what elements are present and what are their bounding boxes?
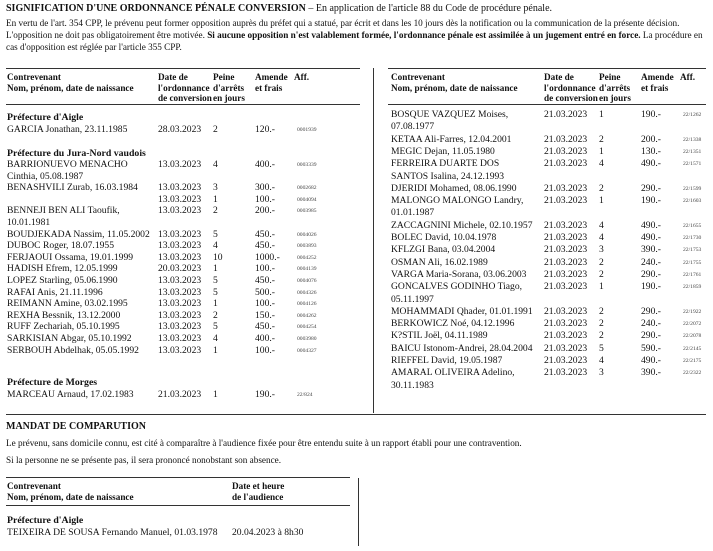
cell-date: 13.03.2023 xyxy=(158,275,202,286)
table-row xyxy=(391,306,713,318)
cell-days: 1 xyxy=(213,389,218,400)
cell-amount: 290.- xyxy=(641,305,661,317)
table-row xyxy=(7,527,337,539)
cell-days: 1 xyxy=(599,109,604,120)
table-row xyxy=(391,207,713,219)
cell-days: 1 xyxy=(213,298,218,310)
cell-name: GARCIA Jonathan, 23.11.1985 xyxy=(7,124,128,135)
cell-days: 1 xyxy=(213,263,218,275)
cell-aff: 0004254 xyxy=(297,324,317,331)
cell-days: 2 xyxy=(599,268,604,280)
cell-amount: 290.- xyxy=(641,330,661,342)
notice-title xyxy=(6,3,552,14)
cell-name: GONCALVES GODINHO Tiago, xyxy=(391,281,523,293)
cell-date: 13.03.2023 xyxy=(158,193,202,205)
cell-date: 13.03.2023 xyxy=(158,298,202,310)
table-row xyxy=(391,330,713,342)
table-row xyxy=(7,333,337,345)
cell-name: BOSQUE VAZQUEZ Moises, xyxy=(391,109,509,120)
cell-aff: 22/2322 xyxy=(683,370,702,377)
cell-date: 21.03.2023 xyxy=(544,182,588,194)
cell-aff: 22/2072 xyxy=(683,321,702,328)
cell-amount: 100.- xyxy=(255,263,275,275)
right-header-rule xyxy=(388,104,706,105)
cell-aff: 22/1753 xyxy=(683,247,702,254)
cell-amount: 450.- xyxy=(255,228,275,240)
cell-name: DJERIDI Mohamed, 08.06.1990 xyxy=(391,182,517,194)
cell-aff: 22/1730 xyxy=(683,235,702,241)
cell-date: 13.03.2023 xyxy=(158,286,202,298)
cell-name: LOPEZ Starling, 05.06.1990 xyxy=(7,275,118,286)
cell-name: MALONGO MALONGO Landry, xyxy=(391,195,524,207)
mandat-divider xyxy=(358,478,359,546)
cell-amount: 590.- xyxy=(641,342,661,354)
table-row xyxy=(7,159,337,171)
cell-date: 21.03.2023 xyxy=(544,195,588,207)
cell-date: 13.03.2023 xyxy=(158,309,202,321)
cell-aff: 0004327 xyxy=(297,347,317,354)
cell-date: 21.03.2023 xyxy=(544,158,588,170)
table-row xyxy=(391,146,713,158)
cell-date: 21.03.2023 xyxy=(544,268,588,280)
cell-aff: 0004126 xyxy=(297,301,317,308)
mandat-top-rule xyxy=(6,477,350,478)
table-row xyxy=(7,298,337,310)
prefecture-morges-heading: Préfecture de Morges xyxy=(7,377,98,388)
right-top-rule xyxy=(388,68,706,69)
cell-amount: 190.- xyxy=(255,389,275,400)
cell-aff: 22/2145 xyxy=(683,345,702,352)
cell-date: 21.03.2023 xyxy=(544,318,588,330)
cell-amount: 190.- xyxy=(641,281,661,293)
cell-days: 4 xyxy=(599,232,604,243)
left-col-aff-header: Aff. xyxy=(294,72,310,82)
mandat-col-date-header: Date et heure de l'audience xyxy=(232,481,285,502)
intro-text-2: La procédure en cas d'opposition est réglée par l'article 355 CPP. xyxy=(6,30,703,52)
table-row xyxy=(391,281,713,293)
cell-amount: 120.- xyxy=(255,124,275,135)
cell-name: 10.01.1981 xyxy=(7,217,51,228)
cell-amount: 100.- xyxy=(255,298,275,310)
cell-name: KFLZGI Bana, 03.04.2004 xyxy=(391,244,496,256)
table-row xyxy=(7,194,337,206)
table-row xyxy=(391,220,713,232)
table-row xyxy=(391,355,713,367)
cell-amount: 130.- xyxy=(641,145,661,157)
cell-aff: 22/1922 xyxy=(683,308,702,315)
cell-days: 5 xyxy=(213,321,218,333)
right-col-amende-header: Amende et frais xyxy=(641,72,674,93)
cell-amount: 190.- xyxy=(641,109,661,120)
table-row xyxy=(391,380,713,392)
cell-amount: 100.- xyxy=(255,193,275,205)
cell-aff: 0004139 xyxy=(297,266,317,273)
left-col-date-header: Date de l'ordonnance de conversion xyxy=(158,72,212,103)
cell-date: 21.03.2023 xyxy=(544,145,588,157)
cell-aff: 22/1859 xyxy=(683,284,702,291)
table-row xyxy=(391,121,713,133)
left-top-rule xyxy=(6,68,360,69)
cell-amount: 200.- xyxy=(255,205,275,217)
table-row xyxy=(7,171,337,183)
left-col-peine-header: Peine d'arrêts en jours xyxy=(213,72,245,103)
table-row xyxy=(391,171,713,183)
cell-date: 13.03.2023 xyxy=(158,159,202,170)
cell-date: 13.03.2023 xyxy=(158,251,202,263)
cell-name: MARCEAU Arnaud, 17.02.1983 xyxy=(7,389,134,400)
cell-aff: 0003980 xyxy=(297,336,317,342)
cell-amount: 450.- xyxy=(255,240,275,252)
cell-amount: 490.- xyxy=(641,355,661,366)
cell-aff: 22/1262 xyxy=(683,112,702,118)
cell-aff: 22/1338 xyxy=(683,136,702,143)
cell-days: 10 xyxy=(213,251,223,263)
cell-date: 21.03.2023 xyxy=(544,355,588,366)
cell-name: FERREIRA DUARTE DOS xyxy=(391,158,500,170)
cell-amount: 1000.- xyxy=(255,251,280,263)
cell-days: 2 xyxy=(213,205,218,217)
cell-amount: 290.- xyxy=(641,268,661,280)
table-row xyxy=(7,252,337,264)
cell-name: BENASHVILI Zurab, 16.03.1984 xyxy=(7,182,138,194)
cell-days: 3 xyxy=(599,367,604,379)
cell-name: BENNEJI BEN ALI Taoufik, xyxy=(7,205,120,217)
cell-date: 13.03.2023 xyxy=(158,333,202,344)
mandat-line-2: Si la personne ne se présente pas, il sera prononcé nonobstant son absence. xyxy=(6,455,282,465)
table-row xyxy=(391,343,713,355)
cell-amount: 200.- xyxy=(641,133,661,145)
cell-date: 21.03.2023 xyxy=(544,133,588,145)
cell-aff: 22/1761 xyxy=(683,271,702,278)
cell-name: 30.11.1983 xyxy=(391,379,434,391)
cell-name: AMARAL OLIVEIRA Adelino, xyxy=(391,367,515,379)
cell-date: 28.03.2023 xyxy=(158,124,202,135)
table-row xyxy=(7,321,337,333)
table-row xyxy=(391,269,713,281)
cell-aff: 0001939 xyxy=(297,127,317,133)
right-col-name-header: Contrevenant Nom, prénom, date de naissance xyxy=(391,72,518,93)
table-row xyxy=(7,182,337,194)
cell-name: VARGA Maria-Sorana, 03.06.2003 xyxy=(391,268,527,280)
cell-name: BOUDJEKADA Nassim, 11.05.2002 xyxy=(7,228,150,240)
cell-name: RAFAI Anis, 21.11.1996 xyxy=(7,286,103,298)
cell-name: 05.11.1997 xyxy=(391,293,434,305)
cell-name: BAICU Istonom-Andrei, 28.04.2004 xyxy=(391,342,533,354)
cell-date: 20.03.2023 xyxy=(158,263,202,275)
cell-amount: 500.- xyxy=(255,286,275,298)
cell-date: 21.03.2023 xyxy=(544,232,588,243)
cell-aff: 0004262 xyxy=(297,312,317,319)
cell-name: BERKOWICZ Noé, 04.12.1996 xyxy=(391,318,515,330)
cell-days: 2 xyxy=(213,309,218,321)
table-row xyxy=(391,294,713,306)
cell-days: 5 xyxy=(213,286,218,298)
cell-date: 21.03.2023 xyxy=(544,367,588,379)
cell-amount: 450.- xyxy=(255,275,275,286)
mandat-col-name-header: Contrevenant Nom, prénom, date de naissance xyxy=(7,481,134,502)
cell-days: 5 xyxy=(213,228,218,240)
cell-days: 1 xyxy=(599,195,604,207)
cell-date: 21.03.2023 xyxy=(544,281,588,293)
left-header-rule xyxy=(6,104,360,105)
cell-name: BARRIONUEVO MENACHO xyxy=(7,159,128,170)
cell-days: 2 xyxy=(599,318,604,330)
table-row xyxy=(7,287,337,299)
cell-date: 21.03.2023 xyxy=(544,256,588,268)
table-row xyxy=(7,275,337,287)
cell-amount: 490.- xyxy=(641,219,661,231)
table-row xyxy=(391,109,713,121)
table-row xyxy=(7,310,337,322)
table-row xyxy=(391,158,713,170)
prefecture-aigle-heading: Préfecture d'Aigle xyxy=(7,112,84,123)
cell-aff: 0004076 xyxy=(297,278,317,284)
table-row xyxy=(7,345,337,357)
table-row xyxy=(7,263,337,275)
cell-date: 13.03.2023 xyxy=(158,182,202,194)
cell-days: 1 xyxy=(599,145,604,157)
cell-name: REIMANN Amine, 03.02.1995 xyxy=(7,298,128,310)
table-row xyxy=(391,318,713,330)
cell-aff: 22/1603 xyxy=(683,198,702,205)
table-row xyxy=(7,217,337,229)
cell-date: 13.03.2023 xyxy=(158,321,202,333)
cell-days: 2 xyxy=(599,305,604,317)
table-row xyxy=(7,124,337,136)
cell-name: HADISH Efrem, 12.05.1999 xyxy=(7,263,118,275)
cell-aff: 0004252 xyxy=(297,254,317,261)
cell-name: BOLEC David, 10.04.1978 xyxy=(391,232,497,243)
cell-days: 2 xyxy=(599,330,604,342)
mandat-line-1: Le prévenu, sans domicile connu, est cité à comparaître à l'audience fixée pour être entendu suite à un rapport établi pour une contravention. xyxy=(6,438,522,448)
cell-amount: 190.- xyxy=(641,195,661,207)
cell-aff: 22/2175 xyxy=(683,358,702,364)
cell-days: 4 xyxy=(213,240,218,252)
cell-days: 5 xyxy=(213,275,218,286)
cell-date: 21.03.2023 xyxy=(544,342,588,354)
cell-days: 4 xyxy=(599,158,604,170)
cell-aff: 22/1351 xyxy=(683,148,702,155)
right-col-peine-header: Peine d'arrêts en jours xyxy=(599,72,631,103)
table-row xyxy=(391,183,713,195)
cell-amount: 400.- xyxy=(255,159,275,170)
cell-name: MEGIC Dejan, 11.05.1980 xyxy=(391,145,495,157)
cell-amount: 240.- xyxy=(641,318,661,330)
cell-days: 2 xyxy=(599,133,604,145)
cell-date: 13.03.2023 xyxy=(158,344,202,356)
mandat-title: MANDAT DE COMPARUTION xyxy=(6,421,146,432)
cell-days: 4 xyxy=(213,159,218,170)
cell-days: 4 xyxy=(213,333,218,344)
cell-name: MOHAMMADI Qhader, 01.01.1991 xyxy=(391,305,533,317)
table-row xyxy=(7,240,337,252)
cell-date: 13.03.2023 xyxy=(158,205,202,217)
cell-name: 07.08.1977 xyxy=(391,121,435,133)
table-row xyxy=(391,244,713,256)
cell-name: DUBOC Roger, 18.07.1955 xyxy=(7,240,115,252)
cell-date: 21.03.2023 xyxy=(544,305,588,317)
cell-aff: 22/1599 xyxy=(683,185,702,192)
intro-text-bold: Si aucune opposition n'est valablement formée, l'ordonnance pénale est assimilée à un jugement entré en force. xyxy=(207,30,641,40)
cell-days: 5 xyxy=(599,342,604,354)
table-row xyxy=(7,205,337,217)
cell-days: 3 xyxy=(599,244,604,256)
cell-aff: 0003339 xyxy=(297,162,317,168)
mandat-prefecture-heading: Préfecture d'Aigle xyxy=(7,515,84,526)
intro-text-1: En vertu de l'art. 354 CPP, le prévenu peut former opposition auprès du préfet qui a statué, par écrit et dans les 10 jours dès la notification ou la communication de la présente décision. L'opposition ne doit pas obligatoirement être motivée. xyxy=(6,18,680,40)
cell-aff: 22/1655 xyxy=(683,222,702,229)
cell-name: REXHA Bessnik, 13.12.2000 xyxy=(7,309,121,321)
section-rule xyxy=(6,414,706,415)
cell-aff: 22/1571 xyxy=(683,161,702,168)
cell-amount: 100.- xyxy=(255,344,275,356)
cell-date: 21.03.2023 xyxy=(544,330,588,342)
cell-amount: 450.- xyxy=(255,321,275,333)
cell-name: K?STIL Joël, 04.11.1989 xyxy=(391,330,488,342)
table-row xyxy=(391,232,713,244)
cell-aff: 0004326 xyxy=(297,289,317,296)
cell-name: OSMAN Ali, 16.02.1989 xyxy=(391,256,488,268)
cell-name: RIEFFEL David, 19.05.1987 xyxy=(391,355,503,366)
cell-date: 21.03.2023 xyxy=(158,389,202,400)
cell-aff: 22/2078 xyxy=(683,333,702,340)
table-row xyxy=(391,134,713,146)
cell-date: 21.03.2023 xyxy=(544,244,588,256)
prefecture-jura-heading: Préfecture du Jura-Nord vaudois xyxy=(7,148,146,159)
mandat-header-rule xyxy=(6,505,350,506)
cell-aff: 0004094 xyxy=(297,196,317,203)
right-col-date-header: Date de l'ordonnance de conversion xyxy=(544,72,598,103)
cell-date: 13.03.2023 xyxy=(158,228,202,240)
left-col-name-header: Contrevenant Nom, prénom, date de naissance xyxy=(7,72,134,93)
cell-amount: 390.- xyxy=(641,367,661,379)
notice-title-suffix: – En application de l'article 88 du Code de procédure pénale. xyxy=(305,3,553,14)
cell-days: 2 xyxy=(599,182,604,194)
cell-amount: 240.- xyxy=(641,256,661,268)
cell-days: 1 xyxy=(213,344,218,356)
cell-days: 1 xyxy=(599,281,604,293)
cell-days: 2 xyxy=(599,256,604,268)
table-row xyxy=(7,229,337,241)
cell-name: KETAA Ali-Farres, 12.04.2001 xyxy=(391,133,512,145)
table-row xyxy=(391,257,713,269)
cell-date: 20.04.2023 à 8h30 xyxy=(232,527,304,538)
cell-date: 21.03.2023 xyxy=(544,219,588,231)
cell-days: 3 xyxy=(213,182,218,194)
cell-name: Cinthia, 05.08.1987 xyxy=(7,170,84,182)
cell-amount: 400.- xyxy=(255,333,275,344)
cell-aff: 0002682 xyxy=(297,185,317,192)
cell-aff: 22/1755 xyxy=(683,259,702,266)
cell-amount: 490.- xyxy=(641,232,661,243)
cell-name: RUFF Zechariah, 05.10.1995 xyxy=(7,321,120,333)
table-row xyxy=(391,367,713,379)
left-col-amende-header: Amende et frais xyxy=(255,72,288,93)
cell-amount: 150.- xyxy=(255,309,275,321)
cell-days: 2 xyxy=(213,124,218,135)
cell-amount: 390.- xyxy=(641,244,661,256)
cell-name: 01.01.1987 xyxy=(391,207,435,219)
cell-aff: 22/824 xyxy=(297,392,313,398)
cell-amount: 490.- xyxy=(641,158,661,170)
cell-aff: 0004026 xyxy=(297,231,317,238)
column-divider xyxy=(373,68,374,413)
cell-aff: 0003985 xyxy=(297,208,317,215)
cell-amount: 290.- xyxy=(641,182,661,194)
cell-name: ZACCAGNINI Michele, 02.10.1957 xyxy=(391,219,533,231)
cell-days: 1 xyxy=(213,193,218,205)
cell-date: 13.03.2023 xyxy=(158,240,202,252)
table-row xyxy=(7,389,337,401)
notice-intro xyxy=(6,17,706,53)
notice-title-bold: SIGNIFICATION D'UNE ORDONNANCE PÉNALE CONVERSION xyxy=(6,3,306,14)
cell-name: TEIXEIRA DE SOUSA Fernando Manuel, 01.03.1978 xyxy=(7,527,218,538)
cell-name: SARKISIAN Abgar, 05.10.1992 xyxy=(7,333,132,344)
table-row xyxy=(391,195,713,207)
cell-days: 4 xyxy=(599,219,604,231)
cell-name: SANTOS Isalina, 24.12.1993 xyxy=(391,170,505,182)
cell-days: 4 xyxy=(599,355,604,366)
right-col-aff-header: Aff. xyxy=(680,72,696,82)
cell-name: FERJAOUI Ossama, 19.01.1999 xyxy=(7,251,134,263)
cell-name: SERBOUH Abdelhak, 05.05.1992 xyxy=(7,344,139,356)
cell-date: 21.03.2023 xyxy=(544,109,588,120)
cell-aff: 0003893 xyxy=(297,243,317,250)
cell-amount: 300.- xyxy=(255,182,275,194)
